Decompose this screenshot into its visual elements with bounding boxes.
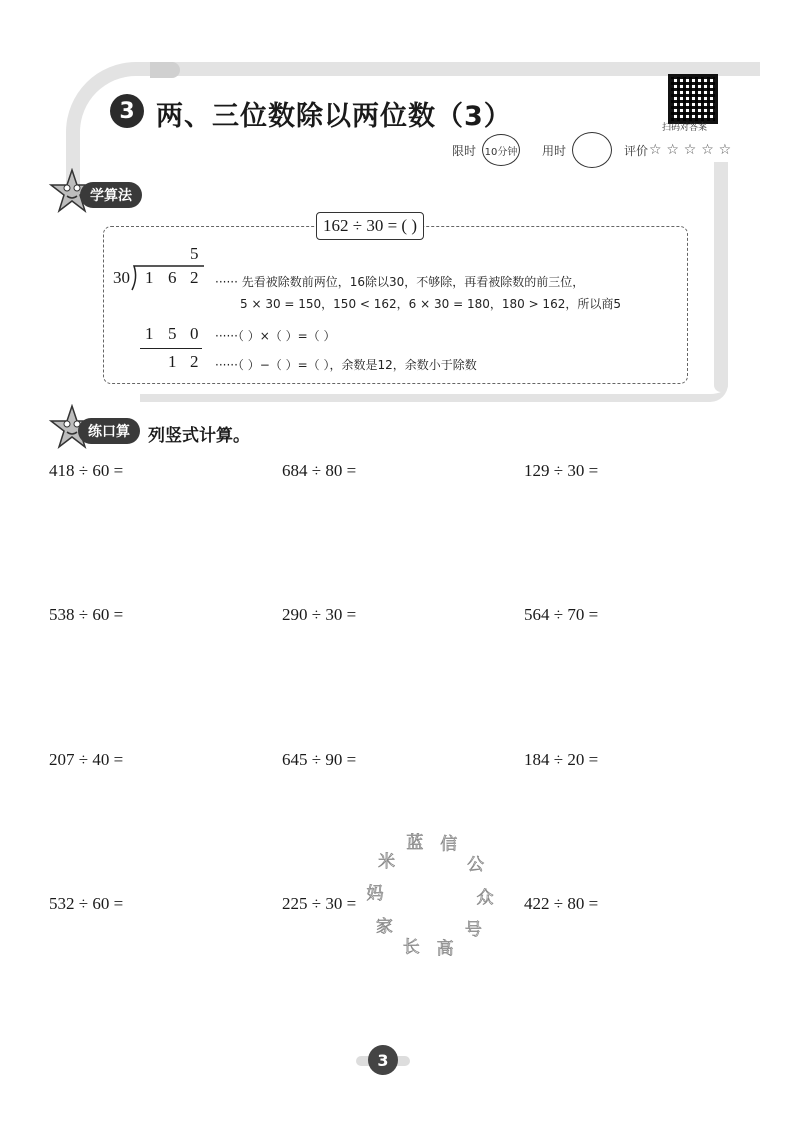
qr-caption: 扫码对答案 xyxy=(662,123,708,133)
subtraction-line xyxy=(140,348,202,349)
watermark-char: 信 xyxy=(440,834,458,855)
watermark-char: 高 xyxy=(436,938,454,959)
time-limit-label: 限时 xyxy=(452,143,477,158)
time-used-field[interactable] xyxy=(572,132,612,168)
stopwatch-icon xyxy=(482,134,520,166)
dividend-digit: 2 xyxy=(190,268,199,287)
watermark-stamp xyxy=(360,820,500,970)
remainder-digit: 1 xyxy=(168,352,177,371)
problem-item: 684 ÷ 80 = xyxy=(282,461,357,480)
explanation-product: ······（ ）×（ ）=（ ） xyxy=(215,329,336,343)
remainder-digit: 2 xyxy=(190,352,199,371)
problem-item: 129 ÷ 30 = xyxy=(524,461,599,480)
qr-code-icon[interactable] xyxy=(668,74,718,124)
problem-item: 184 ÷ 20 = xyxy=(524,750,599,769)
example-equation: 162 ÷ 30 = ( ) xyxy=(316,212,424,240)
time-limit-value: 10分钟 xyxy=(484,146,518,158)
rating-stars[interactable] xyxy=(648,142,731,158)
unit-number-badge: 3 xyxy=(110,94,144,128)
product-digit: 5 xyxy=(168,324,177,343)
time-limit xyxy=(452,138,520,162)
learn-method-tag: 学算法 xyxy=(80,182,142,208)
watermark-char: 公 xyxy=(467,855,485,876)
header-decoration xyxy=(150,62,180,78)
problem-item: 207 ÷ 40 = xyxy=(49,750,124,769)
practice-tag: 练口算 xyxy=(78,418,140,444)
problem-item: 422 ÷ 80 = xyxy=(524,894,599,913)
frame-bottom-rule xyxy=(140,384,728,402)
rating-label: 评价 xyxy=(624,143,649,158)
time-used-label: 用时 xyxy=(542,143,567,158)
star-icon[interactable]: ☆ xyxy=(718,142,732,158)
product-digit: 0 xyxy=(190,324,199,343)
watermark-char: 妈 xyxy=(366,884,384,905)
problem-item: 532 ÷ 60 = xyxy=(49,894,124,913)
problem-item: 645 ÷ 90 = xyxy=(282,750,357,769)
star-icon[interactable]: ☆ xyxy=(683,142,697,158)
dividend-digit: 1 xyxy=(145,268,154,287)
dividend-digit: 6 xyxy=(168,268,177,287)
watermark-char: 号 xyxy=(464,919,482,940)
time-used xyxy=(542,138,612,162)
explanation-line-2: 5 × 30 = 150，150 < 162，6 × 30 = 180，180 > 162，所以商5 xyxy=(240,297,621,311)
star-icon[interactable]: ☆ xyxy=(666,142,679,158)
watermark-char: 众 xyxy=(476,887,494,908)
quotient-digit: 5 xyxy=(190,244,199,263)
problem-item: 290 ÷ 30 = xyxy=(282,605,357,624)
section-instruction: 列竖式计算。 xyxy=(148,426,250,446)
divisor: 30 xyxy=(113,268,130,287)
watermark-char: 蓝 xyxy=(406,833,424,854)
rating xyxy=(624,138,731,162)
star-icon[interactable]: ☆ xyxy=(649,142,662,158)
watermark-char: 家 xyxy=(375,916,393,937)
problem-item: 564 ÷ 70 = xyxy=(524,605,599,624)
watermark-char: 长 xyxy=(402,937,420,958)
explanation-line-1: ······ 先看被除数前两位，16除以30，不够除，再看被除数的前三位， xyxy=(215,275,585,289)
product-digit: 1 xyxy=(145,324,154,343)
problem-item: 538 ÷ 60 = xyxy=(49,605,124,624)
problem-item: 418 ÷ 60 = xyxy=(49,461,124,480)
explanation-remainder: ······（ ）−（ ）=（ ），余数是12，余数小于除数 xyxy=(215,358,477,372)
page-title: 两、三位数除以两位数（3） xyxy=(156,101,512,132)
star-icon[interactable]: ☆ xyxy=(701,142,714,158)
watermark-char: 米 xyxy=(378,852,396,873)
frame-right-rule xyxy=(714,162,728,392)
page-number: 3 xyxy=(368,1045,398,1075)
problem-item: 225 ÷ 30 = xyxy=(282,894,357,913)
